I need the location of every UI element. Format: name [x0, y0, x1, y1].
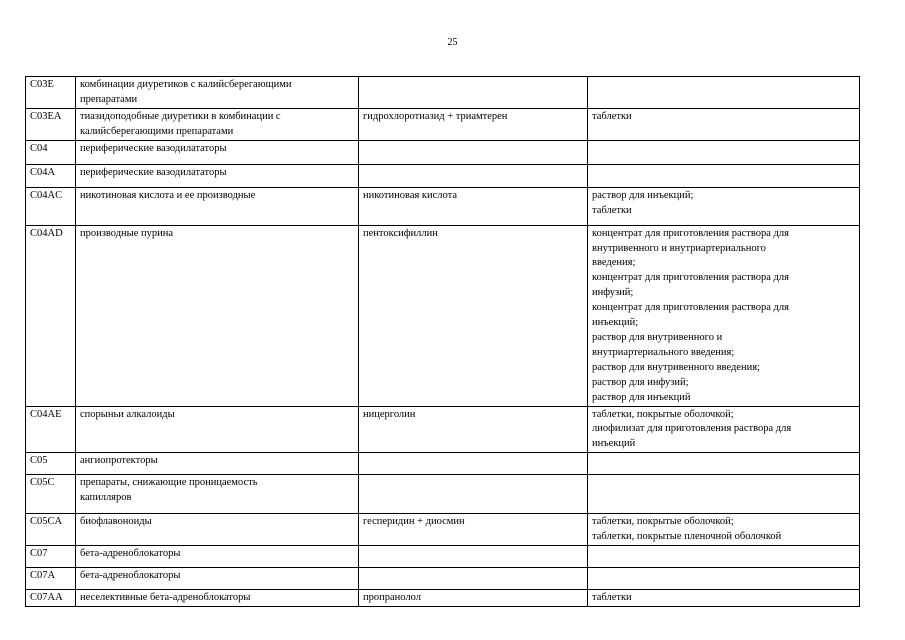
dosage-form-cell — [588, 475, 860, 514]
drug-name-cell — [359, 225, 588, 406]
atc-group-cell — [76, 225, 359, 406]
atc-drug-table — [25, 76, 860, 607]
group-line: калийсберегающими препаратами — [80, 125, 234, 137]
dosage-form-cell — [588, 568, 860, 590]
atc-code-cell: C07AA — [26, 590, 76, 607]
dosage-form-line: инъекций — [592, 438, 636, 450]
dosage-form-cell — [588, 406, 860, 453]
atc-group-cell — [76, 568, 359, 590]
group-line: производные пурина — [80, 227, 174, 239]
dosage-form-line: раствор для внутривенного и — [592, 331, 723, 343]
atc-group-cell — [76, 187, 359, 225]
drug-name-line: гесперидин + диосмин — [363, 516, 465, 528]
group-line: биофлавоноиды — [80, 516, 152, 528]
dosage-form-cell — [588, 187, 860, 225]
drug-name-cell — [359, 546, 588, 568]
dosage-form-line: инъекций; — [592, 317, 639, 329]
drug-name-cell — [359, 77, 588, 109]
drug-name-cell — [359, 108, 588, 140]
atc-group-cell — [76, 514, 359, 546]
dosage-form-line: концентрат для приготовления раствора для — [592, 272, 789, 284]
dosage-form-line: таблетки, покрытые оболочкой; — [592, 408, 734, 420]
dosage-form-cell — [588, 77, 860, 109]
table-row — [26, 546, 860, 568]
atc-code-cell: C04AD — [26, 225, 76, 406]
table-row — [26, 453, 860, 475]
drug-name-cell — [359, 140, 588, 164]
group-line: препараты, снижающие проницаемость — [80, 477, 258, 489]
atc-code-cell: C04AC — [26, 187, 76, 225]
group-line: тиазидоподобные диуретики в комбинации с — [80, 110, 281, 122]
dosage-form-line: внутриартериального введения; — [592, 346, 735, 358]
drug-name-cell — [359, 590, 588, 607]
dosage-form-line: концентрат для приготовления раствора для — [592, 227, 789, 239]
atc-group-cell — [76, 406, 359, 453]
atc-group-cell — [76, 590, 359, 607]
drug-name-cell — [359, 164, 588, 187]
drug-name-cell — [359, 568, 588, 590]
dosage-form-cell — [588, 590, 860, 607]
group-line: никотиновая кислота и ее производные — [80, 189, 256, 201]
group-line: комбинации диуретиков с калийсберегающими — [80, 79, 292, 90]
drug-name-line: никотиновая кислота — [363, 189, 458, 201]
atc-code-cell: C03EA — [26, 108, 76, 140]
group-line: периферические вазодилататоры — [80, 166, 227, 178]
atc-code-cell: C04 — [26, 140, 76, 164]
drug-name-line: пентоксифиллин — [363, 227, 438, 239]
group-line: бета-адреноблокаторы — [80, 570, 181, 582]
group-line: спорыньи алкалоиды — [80, 408, 175, 420]
drug-name-cell — [359, 514, 588, 546]
dosage-form-cell — [588, 453, 860, 475]
dosage-form-line: раствор для внутривенного введения; — [592, 361, 760, 373]
table-row — [26, 590, 860, 607]
drug-name-cell — [359, 187, 588, 225]
dosage-form-cell — [588, 164, 860, 187]
group-line: капилляров — [80, 492, 132, 504]
drug-name-line: ницерголин — [363, 408, 416, 420]
atc-group-cell — [76, 475, 359, 514]
table-body — [26, 77, 860, 607]
dosage-form-line: концентрат для приготовления раствора для — [592, 302, 789, 314]
table-row — [26, 108, 860, 140]
dosage-form-line: введения; — [592, 257, 636, 269]
dosage-form-line: лиофилизат для приготовления раствора для — [592, 423, 792, 435]
drug-name-cell — [359, 406, 588, 453]
dosage-form-line: таблетки, покрытые пленочной оболочкой — [592, 531, 782, 543]
dosage-form-line: таблетки — [592, 110, 632, 122]
drug-name-cell — [359, 453, 588, 475]
dosage-form-line: раствор для инфузий; — [592, 376, 689, 388]
dosage-form-line: таблетки — [592, 204, 632, 216]
page-number: 25 — [447, 37, 458, 48]
atc-code-cell: C07A — [26, 568, 76, 590]
atc-code-cell: C05C — [26, 475, 76, 514]
atc-group-cell — [76, 140, 359, 164]
group-line: препаратами — [80, 93, 138, 105]
atc-code-cell: C04A — [26, 164, 76, 187]
dosage-form-line: внутривенного и внутриартериального — [592, 242, 766, 254]
group-line: периферические вазодилататоры — [80, 142, 227, 154]
drug-name-line: пропранолол — [363, 592, 421, 604]
dosage-form-cell — [588, 140, 860, 164]
table-row — [26, 514, 860, 546]
group-line: ангиопротекторы — [80, 455, 158, 467]
dosage-form-line: раствор для инъекций — [592, 391, 691, 403]
atc-code-cell: C03E — [26, 77, 76, 109]
table-row — [26, 225, 860, 406]
atc-group-cell — [76, 77, 359, 109]
group-line: бета-адреноблокаторы — [80, 548, 181, 560]
table-row — [26, 77, 860, 109]
atc-group-cell — [76, 453, 359, 475]
table-row — [26, 140, 860, 164]
dosage-form-line: таблетки, покрытые оболочкой; — [592, 516, 734, 528]
dosage-form-line: таблетки — [592, 592, 632, 604]
atc-code-cell: C05CA — [26, 514, 76, 546]
dosage-form-line: раствор для инъекций; — [592, 189, 694, 201]
drug-name-cell — [359, 475, 588, 514]
group-line: неселективные бета-адреноблокаторы — [80, 592, 251, 604]
dosage-form-cell — [588, 546, 860, 568]
atc-group-cell — [76, 164, 359, 187]
table-row — [26, 568, 860, 590]
table-row — [26, 187, 860, 225]
table-row — [26, 164, 860, 187]
atc-group-cell — [76, 546, 359, 568]
dosage-form-cell — [588, 225, 860, 406]
dosage-form-line: инфузий; — [592, 287, 634, 299]
drug-name-line: гидрохлоротиазид + триамтерен — [363, 110, 508, 122]
atc-code-cell: C07 — [26, 546, 76, 568]
dosage-form-cell — [588, 514, 860, 546]
atc-group-cell — [76, 108, 359, 140]
dosage-form-cell — [588, 108, 860, 140]
table-row — [26, 406, 860, 453]
atc-code-cell: C05 — [26, 453, 76, 475]
table-row — [26, 475, 860, 514]
atc-code-cell: C04AE — [26, 406, 76, 453]
